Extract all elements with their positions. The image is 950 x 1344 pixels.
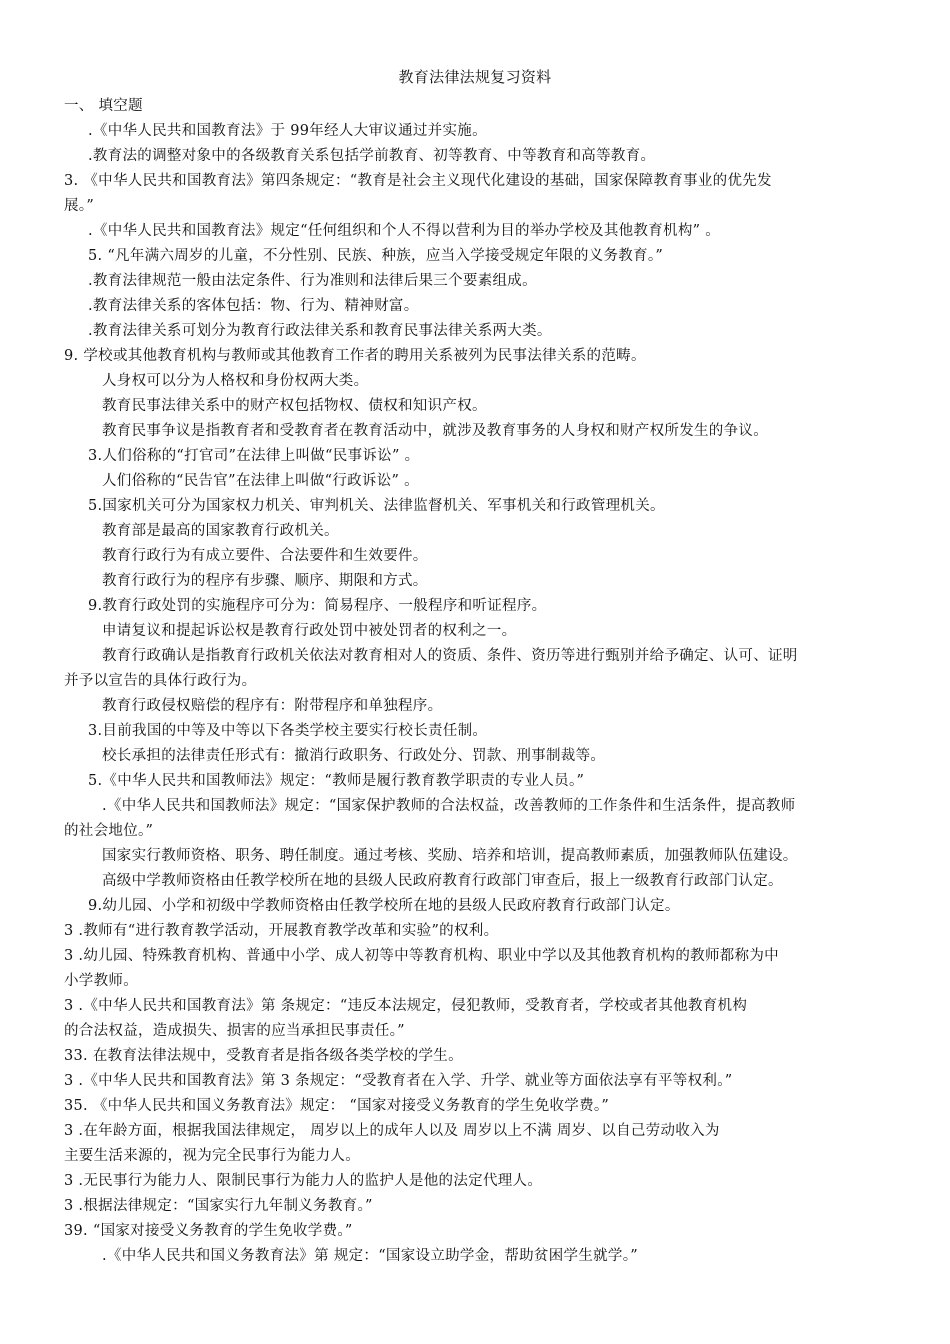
text-line: 3 .无民事行为能力人、限制民事行为能力人的监护人是他的法定代理人。 [64,1173,543,1189]
text-line: 高级中学教师资格由任教学校所在地的县级人民政府教育行政部门审查后，报上一级教育行政部门认定。 [102,873,783,889]
text-line: 3.人们俗称的“打官司”在法律上叫做“民事诉讼” 。 [88,448,420,464]
text-line: .教育法律关系的客体包括：物、行为、精神财富。 [88,298,419,314]
text-line: 申请复议和提起诉讼权是教育行政处罚中被处罚者的权利之一。 [102,623,517,639]
text-line: 3 .教师有“进行教育教学活动，开展教育教学改革和实验”的权利。 [64,923,499,939]
text-line: 一、 填空题 [64,98,143,114]
text-line: 校长承担的法律责任形式有：撤消行政职务、行政处分、罚款、刑事制裁等。 [102,748,606,764]
text-line: 小学教师。 [64,973,138,989]
text-line: 展。” [64,198,95,214]
text-line: .教育法律规范一般由法定条件、行为准则和法律后果三个要素组成。 [88,273,537,289]
text-line: 人们俗称的“民告官”在法律上叫做“行政诉讼” 。 [102,473,419,489]
text-line: 国家实行教师资格、职务、聘任制度。通过考核、奖励、培养和培训，提高教师素质，加强教师队伍建设。 [102,848,798,864]
text-line: 教育行政侵权赔偿的程序有：附带程序和单独程序。 [102,698,443,714]
text-line: 教育行政行为有成立要件、合法要件和生效要件。 [102,548,428,564]
text-line: 5. “凡年满六周岁的儿童，不分性别、民族、种族，应当入学接受规定年限的义务教育。” [88,248,664,264]
text-line: 3.目前我国的中等及中等以下各类学校主要实行校长责任制。 [88,723,488,739]
text-line: 并予以宣告的具体行政行为。 [64,673,257,689]
text-line: .《中华人民共和国义务教育法》第 规定：“国家设立助学金，帮助贫困学生就学。” [102,1248,638,1264]
text-line: 3 .在年龄方面，根据我国法律规定， 周岁以上的成年人以及 周岁以上不满 周岁、以自己劳动收入为 [64,1123,720,1139]
document-body [64,94,894,1269]
text-line: 3 .幼儿园、特殊教育机构、普通中小学、成人初等中等教育机构、职业中学以及其他教育机构的教师都称为中 [64,948,779,964]
text-line: .《中华人民共和国教育法》规定“任何组织和个人不得以营利为目的举办学校及其他教育机构” 。 [88,223,721,239]
text-line: 33. 在教育法律法规中，受教育者是指各级各类学校的学生。 [64,1048,463,1064]
text-line: .《中华人民共和国教师法》规定：“国家保护教师的合法权益，改善教师的工作条件和生活条件，提高教师 [102,798,796,814]
text-line: 人身权可以分为人格权和身份权两大类。 [102,373,369,389]
text-line: 教育行政确认是指教育行政机关依法对教育相对人的资质、条件、资历等进行甄别并给予确定、认可、证明 [102,648,798,664]
text-line: 教育部是最高的国家教育行政机关。 [102,523,339,539]
text-line: .教育法的调整对象中的各级教育关系包括学前教育、初等教育、中等教育和高等教育。 [88,148,656,164]
text-line: 的社会地位。” [64,823,154,839]
text-line: 教育行政行为的程序有步骤、顺序、期限和方式。 [102,573,428,589]
text-line: 39. “国家对接受义务教育的学生免收学费。” [64,1223,353,1239]
document-title: 教育法律法规复习资料 [398,68,552,86]
text-line: 5.国家机关可分为国家权力机关、审判机关、法律监督机关、军事机关和行政管理机关。 [88,498,665,514]
text-line: 3 .根据法律规定：“国家实行九年制义务教育。” [64,1198,373,1214]
text-line: 的合法权益，造成损失、损害的应当承担民事责任。” [64,1023,405,1039]
text-line: 主要生活来源的，视为完全民事行为能力人。 [64,1148,360,1164]
text-line: .教育法律关系可划分为教育行政法律关系和教育民事法律关系两大类。 [88,323,552,339]
text-line: 3 .《中华人民共和国教育法》第 条规定：“违反本法规定，侵犯教师，受教育者，学校或者其他教育机构 [64,998,748,1014]
text-line: 9. 学校或其他教育机构与教师或其他教育工作者的聘用关系被列为民事法律关系的范畴。 [64,348,646,364]
text-line: .《中华人民共和国教育法》于 99年经人大审议通过并实施。 [88,123,487,139]
text-line: 9.教育行政处罚的实施程序可分为：简易程序、一般程序和听证程序。 [88,598,547,614]
text-line: 教育民事法律关系中的财产权包括物权、债权和知识产权。 [102,398,487,414]
text-line: 5.《中华人民共和国教师法》规定：“教师是履行教育教学职责的专业人员。” [88,773,585,789]
text-line: 3. 《中华人民共和国教育法》第四条规定：“教育是社会主义现代化建设的基础，国家保障教育事业的优先发 [64,173,772,189]
text-line: 3 .《中华人民共和国教育法》第 3 条规定：“受教育者在入学、升学、就业等方面依法享有平等权利。” [64,1073,733,1089]
text-line: 35. 《中华人民共和国义务教育法》规定： “国家对接受义务教育的学生免收学费。” [64,1098,610,1114]
text-line: 教育民事争议是指教育者和受教育者在教育活动中，就涉及教育事务的人身权和财产权所发生的争议。 [102,423,768,439]
text-line: 9.幼儿园、小学和初级中学教师资格由任教学校所在地的县级人民政府教育行政部门认定。 [88,898,680,914]
